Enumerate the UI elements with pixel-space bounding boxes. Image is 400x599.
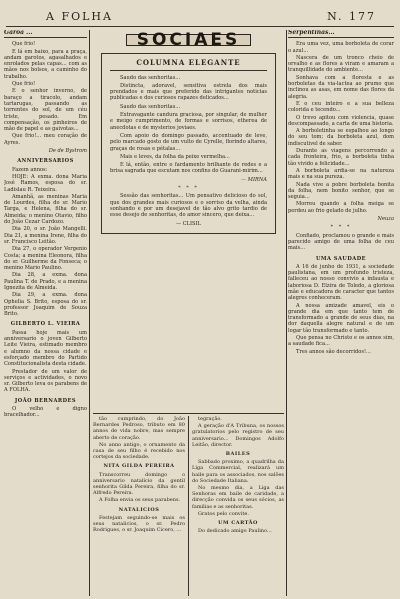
box-paragraph: Com apoio do domingo passado, accentuado de leve, pelo marcado gosto de um vulto de Cyrelle, florindo altares, graças de rosas e pétalas...	[110, 132, 267, 152]
box-paragraph-2: Sessão das senhoritas... Um pensativo delicioso do sol, que dos grandes mais curiosos e o sorriso da velha, ainda sonhando e por um desejavel de tão alvo grito tardio de esse desejo de senhoritas, do amor sincero, que deixa...	[110, 193, 267, 219]
saudade-heading: UMA SAUDADE	[315, 255, 367, 262]
anniversary-item: HOJE: A exma. dona Maria José Ramos, esposa do sr. Ladislau R. Teixeira.	[4, 173, 87, 193]
right-column	[288, 30, 394, 596]
column-divider-right	[286, 30, 287, 596]
box-paragraph: E lá, então, entre o fardamento brilhante de redes e a brisa sagrada que escutam nos confins do Guarani-mirim...	[110, 162, 267, 175]
right-paragraph: A borboletinha se espalhou ao longo do seu tom; da borboleta azul, dom indiscutivel de saber.	[288, 128, 394, 147]
natalicios-heading: NATALICIOS	[118, 506, 160, 513]
left-column	[4, 30, 87, 596]
box-paragraph: Distincta, adoravel, sensitiva estrela dos mais prendados e mais que preferido das intrigantes noticias publicadas e dos curiosos rapazes delicados...	[110, 82, 267, 102]
vieira-paragraph: Passa hoje mais um anniversario o joven Gilberto Leite Vieira, estimado membro e alumno da nossa cidade e esforçado membro do Partido Constitucionalista desta cidade.	[4, 329, 87, 368]
sociaes-masthead	[93, 30, 284, 50]
left-paragraph: E o senhor inverno, de baraço a tiracolo, andam tartarugas, passando as torrentes do sol, de um céu triste, pesado. Em compensação, os pinheiros de mão de papel e as gaivotas...	[4, 88, 87, 133]
left-paragraph: E lá em baixo, para a praça, andam garotos, agasalhados e enrolados pelas capas... com as mãos nos bolsos, a caminho do trabalho.	[4, 48, 87, 80]
saudade-paragraph: A 16 de junho de 1931, a sociedade paulistana, em um profundo tristeza, falleceu ao nosso convivio a infausta e laboriosa D. Elzira de Toledo, a gloriosa mãe e educadora de caracter que tantos alegres conheceram.	[288, 263, 394, 302]
bottom-paragraph: tão cumprindo, do João Bernardes Pedroso, tributo em 80 annos de vida nobre, mas sempre aberto de coração.	[93, 416, 185, 441]
right-paragraph: Durante as viagens percorrendo a cada fronteira, frio, a borboleta tinha tão vivido a felicidade...	[288, 148, 394, 167]
header-publication: A FOLHA	[46, 10, 113, 23]
sociaes-title: SOCIAES	[126, 34, 252, 46]
bottom-paragraph: tegração.	[198, 416, 222, 422]
header-issue-number: N. 177	[327, 10, 376, 23]
anniversary-item: Dia 29, a exma. dona Ophelia S. Brito, esposa do sr. professor Joaquim de Souza Brito.	[4, 292, 87, 318]
middle-bottom-section	[93, 416, 284, 596]
right-paragraph: Nascera de um tronco cheio de orvalho e as flores a viram e amaram a tranquillidade do ambiente...	[288, 54, 394, 74]
page-header	[6, 6, 394, 26]
columna-elegante-title: COLUMNA ELEGANTE	[110, 60, 267, 70]
bernardes-heading: JOÃO BERNARDES	[14, 397, 77, 404]
bottom-paragraph: A geração d'A Tribuna, os nossos gratulatorios pelo registro de seu anniversario... Domingos Adolfo Leitão, director.	[192, 423, 284, 448]
bottom-paragraph: Sabbado proximo, a quadrilha da Liga Commercial, realizará um baile para os associados, nos salões do Sociedade Italiana.	[192, 459, 284, 484]
left-section-title: Garôa ...	[4, 30, 87, 38]
right-paragraph: Nada vive a pobre borboleta bonita da folha, nem bonito senhor, que se seguia...	[288, 181, 394, 201]
anniversary-item: Dia 20, o sr. João Mangelli. Dia 21, a menina Irene, filha do sr. Francisco Leitão.	[4, 226, 87, 245]
right-section-title: Serpentinas...	[288, 30, 394, 38]
saudade-paragraph: A nossa amizade amavel, eis o grande dia em que tanto tem de transformado a grande de seus dias, na dor daquella alegre natural e de um logar tão transformado e tanto.	[288, 302, 394, 334]
anniversary-item: Dia 27, o operador Vergenio Costa; a menina Eleonora, filha do sr. Guilherme da Fonseca; o menino Mario Paulino.	[4, 246, 87, 272]
vieira-heading: GILBERTO L. VIEIRA	[10, 321, 81, 328]
box-paragraph: Saudo das senhoritas...	[120, 103, 181, 110]
box-signature-2: — CLISIL	[176, 220, 201, 227]
gilda-heading: NITA GILDA PEREIRA	[103, 463, 175, 470]
vieira-paragraph: Prestador de um valor de serviços e actividades, o novo sr. Gilberto leva os parabens de A FOLHA.	[4, 368, 87, 394]
bottom-left-column	[93, 416, 185, 596]
bottom-paragraph: No mesmo dia, a Liga das Senhoras em baile de caridade, a direcção convida os seus sócios, as familias e as senhoritas.	[192, 485, 284, 510]
anniversary-title: ANNIVERSARIOS	[17, 158, 74, 165]
left-paragraph: Que frio!	[12, 41, 36, 48]
middle-bottom-rule	[93, 413, 284, 414]
box-paragraph: Mais e leves, da folha da peixe vermelha...	[120, 153, 230, 160]
right-paragraph: O trevo apitou com violencia, quase descompassado, a carta de uma historia.	[288, 114, 394, 127]
box-signature: — MIRNA	[241, 176, 267, 183]
right-signature: Neuza	[377, 216, 394, 223]
bottom-right-column	[192, 416, 284, 596]
box-paragraph: Saudo das senhoritas...	[120, 74, 181, 81]
right-paragraph: Sonhava com a floresta e as borboletas da via-lactea ao prumo que inclinou as asas, em nome das flores da alegria.	[288, 74, 394, 100]
bottom-paragraph: A Folha envia os seus parabens.	[99, 497, 181, 504]
bottom-divider	[188, 416, 189, 596]
right-paragraph: Confiado, proclamou o grande e mais parecido amigo de uma folha de ceu mais...	[288, 232, 394, 252]
bottom-paragraph: Do dedicado amigo Paulino...	[198, 528, 272, 535]
right-paragraph: A borboleta ardia-se na natureza mais e na sua pureza.	[288, 167, 394, 181]
bottom-paragraph: Gratos pelo convite.	[198, 510, 249, 517]
column-divider-left	[89, 30, 90, 596]
anniversary-subtitle: Fazem annos:	[12, 166, 48, 173]
bailes-heading: BAILES	[225, 451, 251, 458]
anniversary-item: Amanhã, as meninas Maria de Lourdes, filha do sr. Mario Targa, e Helena, filha do sr. Almeida; o menino Otavio, filho do João Cezar Cardozo.	[4, 193, 87, 226]
cartao-heading: UM CARTÃO	[218, 520, 258, 527]
bottom-paragraph: Festejam seguindo-se mais os seus natalicios, o sr. Pedro Rodrigues, o sr. Joaquim Cicero, ...	[93, 514, 185, 534]
saudade-paragraph: Tres annos são decorridos!...	[296, 348, 371, 355]
right-paragraph: E o ceu inteiro e a sua belleza colorida e tecendo...	[288, 100, 394, 114]
left-paragraph: Que frio!	[12, 81, 36, 88]
left-signature: De de Bystrom	[48, 148, 87, 155]
bottom-paragraph: Transcorreu domingo o anniversario natalício da gentil senhorita Gilda Pereira, filha do sr. Alfredo Pereira.	[93, 471, 185, 497]
left-paragraph: Que frio!... meu coração de Ayres.	[4, 133, 87, 146]
columna-elegante-box	[101, 53, 276, 234]
right-separator-stars: * * *	[330, 224, 352, 231]
right-paragraph: Era uma vez, uma borboleta de corar o azul...	[288, 41, 394, 54]
middle-column	[93, 30, 284, 412]
box-paragraph: Extravagante candura graciosa, por singular, de mulher e meigo cumprimento, de formas e sorrisos, etherea de anecdotas e de mysterios joviaes.	[110, 112, 267, 131]
right-paragraph: Morreu quando a folha meiga se perdeu ao frio gelado de julho.	[288, 201, 394, 214]
box-separator-stars: * * *	[178, 185, 199, 192]
bottom-paragraph: No anno antigo, o ornamento da casa de seu filho é recebido nos cortejos da sociedade.	[93, 441, 185, 461]
saudade-paragraph: Que pensa no Christo e os annos sim, a saudade fica...	[288, 335, 394, 348]
anniversary-item: Dia 28, a exma. dona Paulina T. de Prado, e a menina Ignezita de Almeida.	[4, 272, 87, 291]
bernardes-paragraph: O velho e digno bracelhador...	[4, 406, 87, 419]
header-rule	[6, 26, 394, 27]
